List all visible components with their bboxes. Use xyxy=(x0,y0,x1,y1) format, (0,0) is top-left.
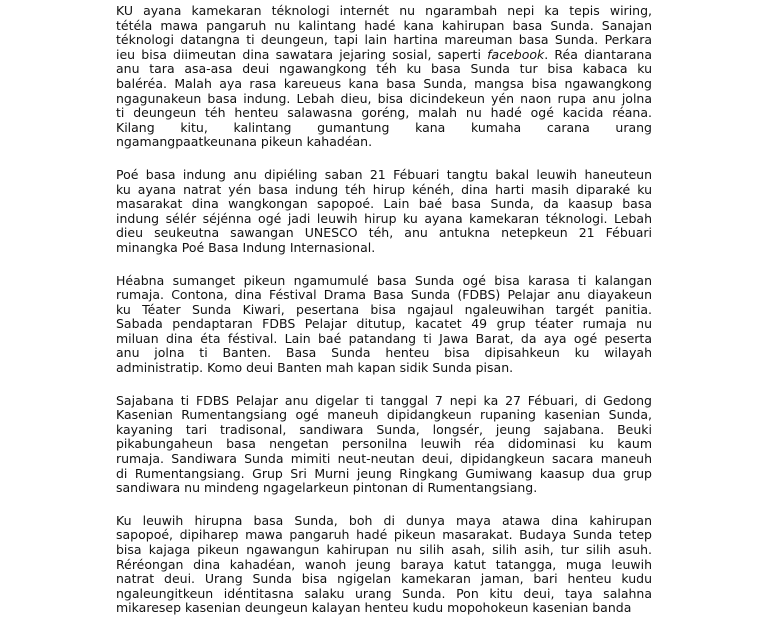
text-line: natrat deui. Urang Sunda bisa ngigelan kamekaran jaman, bari henteu kudu xyxy=(116,571,652,587)
text-line: Ku leuwih hirupna basa Sunda, boh di dunya maya atawa dina kahirupan xyxy=(116,512,652,528)
text-line: anu jolna ti Banten. Basa Sunda henteu bisa dipisahkeun ku wilayah xyxy=(116,345,652,361)
paragraph-5 xyxy=(116,514,652,616)
text-line: baléréa. Malah aya rasa kareueus kana basa Sunda, mangsa bisa ngawangkong xyxy=(116,75,652,91)
text-line: rumaja. Sandiwara Sunda mimiti neut-neutan deui, dipidangkeun sacara maneuh xyxy=(116,451,652,467)
text-line: ku ayana natrat yén basa indung téh hirup kénéh, dina harti masih diparaké ku xyxy=(116,181,652,197)
paragraph-1 xyxy=(116,4,652,150)
text-line: Kilang kitu, kalintang gumantung kana kumaha carana urang xyxy=(116,119,652,135)
paragraph-2 xyxy=(116,168,652,256)
text-line: anu tara asa-asa deui ngawangkong téh ku basa Sunda tur bisa kabaca ku xyxy=(116,61,652,77)
text-line: di Rumentangsiang. Grup Sri Murni jeung Ringkang Gumiwang kaasup dua grup xyxy=(116,465,652,481)
text-line: pikabungaheun basa nengetan personilna leuwih réa didominasi ku kaum xyxy=(116,436,652,452)
text-line: Réréongan dina kahadéan, wanoh jeung baraya katut tatangga, muga leuwih xyxy=(116,556,652,572)
text-line: ieu bisa diimeutan dina sawatara jejaring sosial, saperti facebook. Réa diantarana xyxy=(116,46,653,62)
text-line: Héabna sumanget pikeun ngamumulé basa Sunda ogé bisa karasa ti kalangan xyxy=(116,272,652,288)
text-line: minangka Poé Basa Indung Internasional. xyxy=(116,239,376,255)
text-line: dieu seukeutna sawangan UNESCO téh, anu antukna netepkeun 21 Fébuari xyxy=(116,225,652,241)
text-line: KU ayana kamekaran téknologi internét nu ngarambah nepi ka tepis wiring, xyxy=(116,3,652,18)
text-line: masarakat dina wangkongan sapopoé. Lain baé basa Sunda, da kaasup basa xyxy=(116,196,652,212)
italic-term: facebook xyxy=(487,46,545,62)
text-line: mikaresep kasenian deungeun kalayan henteu kudu mopohokeun kasenian banda xyxy=(116,600,632,616)
text-line: ngamangpaatkeunana pikeun kahadéan. xyxy=(116,134,373,150)
paragraph-4 xyxy=(116,394,652,496)
text-line: Sajabana ti FDBS Pelajar anu digelar ti tanggal 7 nepi ka 27 Fébuari, di Gedong xyxy=(116,392,652,408)
text-line: rumaja. Contona, dina Féstival Drama Basa Sunda (FDBS) Pelajar anu diayakeun xyxy=(116,287,652,303)
text-line: sandiwara nu mindeng ngagelarkeun pintonan di Rumentangsiang. xyxy=(116,480,538,496)
paragraph-3 xyxy=(116,274,652,376)
text-line: Poé basa indung anu dipiéling saban 21 Fébuari tangtu bakal leuwih haneuteun xyxy=(116,166,652,182)
text-line: ti deungeun téh henteu salawasna goréng, malah nu hadé ogé kacida réana. xyxy=(116,105,652,121)
text-line: ngagunakeun basa indung. Lebah dieu, bisa dicindekeun yén naon rupa anu jolna xyxy=(116,90,652,106)
text-line: Sabada pendaptaran FDBS Pelajar ditutup, kacatet 49 grup téater rumaja nu xyxy=(116,316,652,332)
text-line: tétéla mawa pangaruh nu kalintang hadé kana kahirupan basa Sunda. Sanajan xyxy=(116,17,652,33)
document-page xyxy=(116,0,652,634)
text-line: sapopoé, dipiharep mawa pangaruh hadé pikeun masarakat. Budaya Sunda tetep xyxy=(116,527,652,543)
text-line: téknologi datangna ti deungeun, tapi lain hartina mareuman basa Sunda. Perkara xyxy=(116,32,652,48)
text-line: administratip. Komo deui Banten mah kapan sidik Sunda pisan. xyxy=(116,360,514,376)
text-line: miluan dina éta féstival. Lain baé patandang ti Jawa Barat, da aya ogé peserta xyxy=(116,330,652,346)
text-line: ngaleungitkeun idéntitasna salaku urang Sunda. Pon kitu deui, taya salahna xyxy=(116,585,652,601)
text-line: indung sélér séjénna ogé jadi leuwih hirup ku ayana kamekaran téknologi. Lebah xyxy=(116,210,652,226)
text-line: ku Téater Sunda Kiwari, pesertana bisa ngajaul ngaleuwihan targét panitia. xyxy=(116,301,652,317)
text-line: kayaning tari tradisonal, sandiwara Sunda, longsér, jeung sajabana. Beuki xyxy=(116,421,652,437)
text-line: Kasenian Rumentangsiang ogé maneuh dipidangkeun rupaning kasenian Sunda, xyxy=(116,407,652,423)
text-line: bisa kajaga pikeun ngawangun kahirupan nu silih asah, silih asih, tur silih asuh. xyxy=(116,542,652,557)
